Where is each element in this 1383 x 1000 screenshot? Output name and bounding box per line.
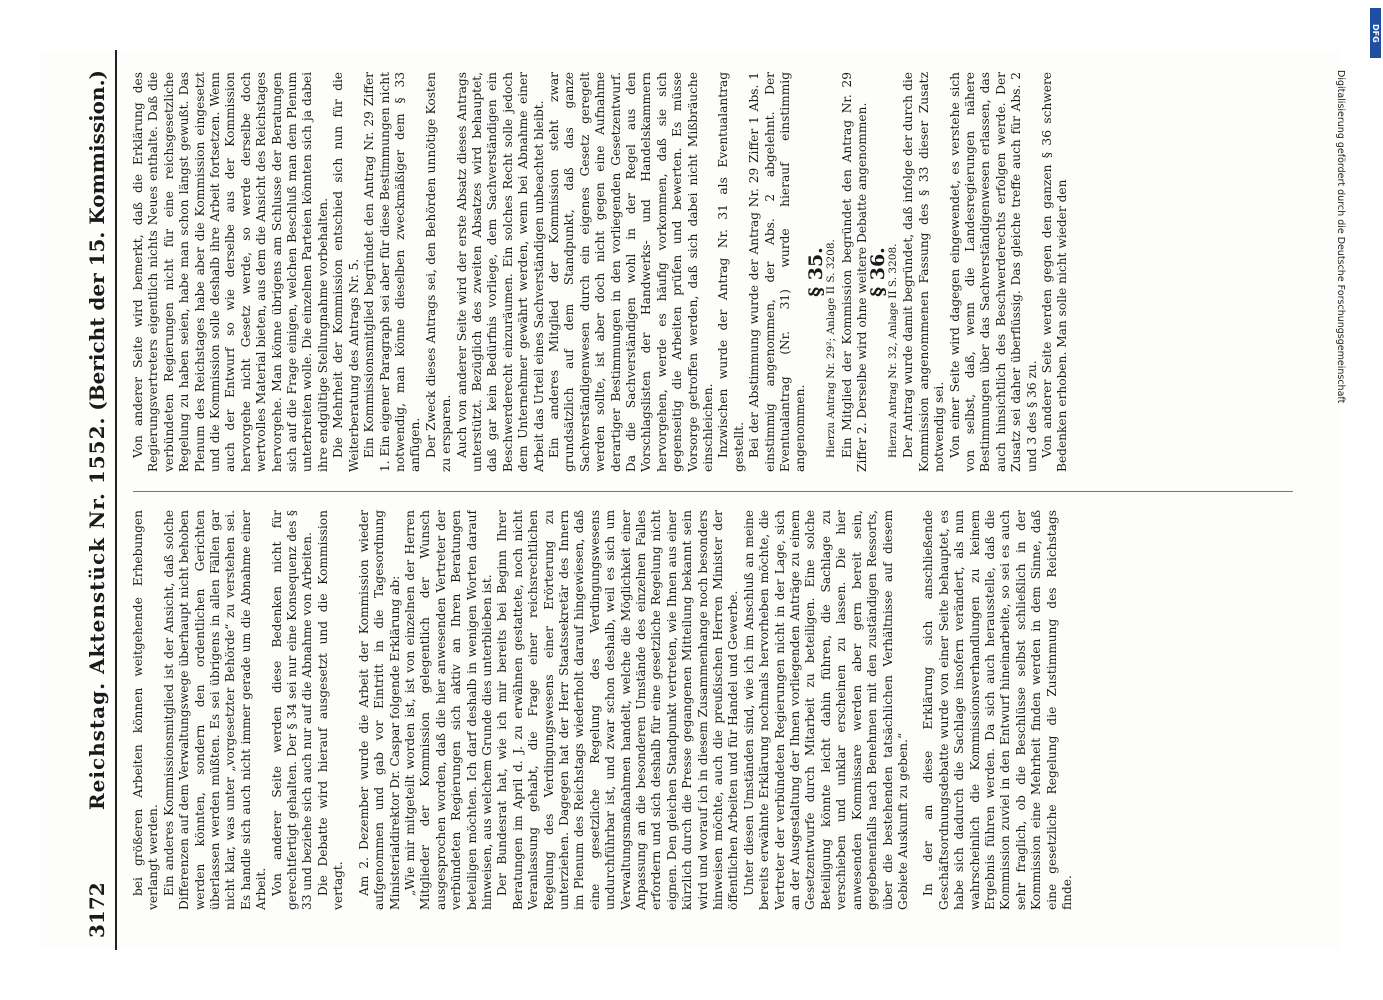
paragraph: Inzwischen wurde der Antrag Nr. 31 als Eventualantrag gestellt. [716,72,746,472]
paragraph: Auch von anderer Seite wird der erste Absatz dieses Antrags unterstützt. Bezüglich des zweiten Absatzes wird behauptet, daß gar kein Bedürfnis vorliege, dem Sachverständigen ein Beschwerderecht einzuräumen. Ein solches Recht solle jedoch dem Unternehmer gewährt werden, wenn bei Abnahme einer Arbeit das Urteil eines Sachverständigen unbeachtet bleibt. [454,72,546,472]
paragraph: Der Antrag wurde damit begründet, daß infolge der durch die Kommission angenommenen Fassung des § 33 dieser Zusatz notwendig sei. [901,72,947,472]
digitization-credit: Digitalisierung gefördert durch die Deutsche Forschungsgemeinschaft [1335,70,1346,404]
section-heading-36: § 36. [866,247,889,297]
paragraph: Ein anderes Mitglied der Kommission steht zwar grundsätzlich auf dem Standpunkt, daß das ganze Sachverständigenwesen durch ein eigenes Gesetz geregelt werden sollte, ist aber doch nicht gegen eine Aufnahme derartiger Bestimmungen in den vorliegenden Gesetzentwurf. Da die Sachverständigen wohl in der Regel aus den Vorschlagslisten der Handwerks- und Handelskammern hervorgehen, werde es häufig vorkommen, daß sie sich gegenseitig die Arbeiten prüfen und bewerten. Es müsse Vorsorge getroffen werden, daß sich dabei nicht Mißbräuche einschleichen. [546,72,716,472]
right-column [131,72,1311,472]
paragraph: Der Bundesrat hat, wie ich mir bereits bei Beginn Ihrer Beratungen im April d. J. zu erwähnen gestattete, noch nicht Veranlassung gehabt, die Frage einer reichsrechtlichen Regelung des Verdingungswesens einer Erörterung zu unterziehen. Dagegen hat der Herr Staatssekretär des Innern im Plenum des Reichstags wiederholt darauf hingewiesen, daß eine gesetzliche Regelung des Verdingungswesens undurchführbar ist, und zwar schon deshalb, weil es sich um Verwaltungsmaßnahmen handelt, welche die Möglichkeit einer Anpassung an die besonderen Umstände des einzelnen Falles erfordern und sich deshalb für eine gesetzliche Regelung nicht eignen. Den gleichen Standpunkt vertreten, wie Ihnen aus einer kürzlich durch die Presse gegangenen Mitteilung bekannt sein wird und worauf ich in diesem Zusammenhange noch besonders hinweisen möchte, auch die preußischen Herren Minister der öffentlichen Arbeiten und für Handel und Gewerbe. [495,510,741,910]
page-number: 3172 [85,882,109,938]
paragraph: bei größeren Arbeiten können weitgehende Erhebungen verlangt werden. [131,510,161,910]
section-note-36: Hierzu Antrag Nr. 32, Anlage II S. 3208. [886,243,899,458]
paragraph: Von anderer Seite werden gegen den ganzen § 36 schwere Bedenken erhoben. Man solle nicht wieder den [1039,72,1070,472]
paragraph: „Wie mir mitgeteilt worden ist, ist von einzelnen der Herren Mitglieder der Kommission gelegentlich der Wunsch ausgesprochen worden, daß die hier anwesenden Vertreter der verbündeten Regierungen sich aktiv an Ihren Beratungen beteiligen möchten. Ich darf deshalb in wenigen Worten darauf hinweisen, aus welchem Grunde dies unterblieben ist. [402,510,494,910]
header-title: Reichstag. Aktenstück Nr. 1552. [85,416,109,810]
scanned-page [41,50,1341,950]
paragraph: Ein Mitglied der Kommission begründet den Antrag Nr. 29 Ziffer 2. Derselbe wird ohne weitere Debatte angenommen. [839,72,870,472]
paragraph: Die Mehrheit der Kommission entschied sich nun für die Weiterberatung des Antrags Nr. 5. [331,72,361,472]
paragraph: Der Zweck dieses Antrags sei, den Behörden unnötige Kosten zu ersparen. [423,72,454,472]
page-header [81,50,117,950]
paragraph: In der an diese Erklärung sich anschließende Geschäftsordnungsdebatte wurde von einer Seite behauptet, es habe sich dadurch die Sachlage insofern verändert, als nun wahrscheinlich die Kommissionsverhandlungen zu keinem Ergebnis führen werden. Da sich auch herausstelle, daß die Kommission zuviel in den Entwurf hineinarbeite, so sei es auch sehr fraglich, ob die Beschlüsse selbst schließlich in der Kommission eine Mehrheit finden werden in dem Sinne, daß eine gesetzliche Regelung die Zustimmung des Reichstags finde. [921,510,1074,910]
section-heading-35: § 35. [804,247,827,297]
paragraph: Ein Kommissionsmitglied begründet den Antrag Nr. 29 Ziffer 1. Ein eigener Paragraph sei aber für diese Bestimmungen nicht notwendig, man könne dieselben zweckmäßiger dem § 33 anfügen. [362,72,423,472]
section-note-35: Hierzu Antrag Nr. 29²; Anlage II S. 3208. [825,239,838,458]
paragraph: Unter diesen Umständen sind, wie ich im Anschluß an meine bereits erwähnte Erklärung nochmals hervorheben möchte, die Vertreter der verbündeten Regierungen nicht in der Lage, sich an der Ausgestaltung der Ihnen vorliegenden Anträge zu einem Gesetzentwurfe durch Mitarbeit zu beteiligen. Eine solche Beteiligung könnte leicht dahin führen, die Sachlage zu verschieben und unklar erscheinen zu lassen. Die hier anwesenden Kommissare werden aber gern bereit sein, gegebenenfalls nach Benehmen mit den zuständigen Ressorts, über die bestehenden tatsächlichen Verhältnisse auf diesem Gebiete Auskunft zu geben.“ [741,510,910,910]
paragraph: Am 2. Dezember wurde die Arbeit der Kommission wieder aufgenommen und gab vor Eintritt in die Tagesordnung Ministerialdirektor Dr. Caspar folgende Erklärung ab: [356,510,402,910]
dfg-logo: DFG [1370,8,1381,58]
column-divider [133,491,1293,492]
header-section: (Bericht der 15. Kommission.) [85,70,109,411]
paragraph: Ein anderes Kommissionsmitglied ist der Ansicht, daß solche Differenzen auf dem Verwaltungswege überhaupt nicht behoben werden könnten, sondern den ordentlichen Gerichten überlassen werden müßten. Es sei übrigens in allen Fällen gar nicht klar, was unter „vorgesetzter Behörde“ zu verstehen sei. Es handle sich auch nicht immer gerade um die Abnahme einer Arbeit. [161,510,269,910]
left-column [131,510,1311,910]
paragraph: Bei der Abstimmung wurde der Antrag Nr. 29 Ziffer 1 Abs. 1 einstimmig angenommen, der Abs. 2 abgelehnt. Der Eventualantrag (Nr. 31) wurde hierauf einstimmig angenommen. [747,72,808,472]
paragraph: Von anderer Seite wird bemerkt, daß die Erklärung des Regierungsvertreters eigentlich nichts Neues enthalte. Daß die verbündeten Regierungen nicht für eine reichsgesetzliche Regelung zu haben seien, habe man schon längst gewußt. Das Plenum des Reichstages habe aber die Kommission eingesetzt und die Kommission solle deshalb ihre Arbeit fortsetzen. Wenn auch der Entwurf so wie derselbe aus der Kommission hervorgehe nicht Gesetz werde, so werde derselbe doch wertvolles Material bieten, aus dem die Ansicht des Reichstages hervorgehe. Man könne übrigens am Schlusse der Beratungen sich auf die Frage einigen, welchen Beschluß man dem Plenum unterbreiten wolle. Die einzelnen Parteien könnten sich ja dabei ihre endgültige Stellungnahme vorbehalten. [131,72,330,472]
paragraph: Die Debatte wird hierauf ausgesetzt und die Kommission vertagt. [315,510,346,910]
paragraph: Von anderer Seite werden diese Bedenken nicht für gerechtfertigt gehalten. Der § 34 sei nur eine Konsequenz des § 33 und beziehe sich auch nur auf die Abnahme von Arbeiten. [269,510,315,910]
paragraph: Von einer Seite wird dagegen eingewendet, es verstehe sich von selbst, daß, wenn die Landesregierungen nähere Bestimmungen über das Sachverständigenwesen erlassen, das auch hinsichtlich des Beschwerderechts erfolgen werde. Der Zusatz sei daher überflüssig. Das gleiche treffe auch für Abs. 2 und 3 des § 36 zu. [947,72,1039,472]
